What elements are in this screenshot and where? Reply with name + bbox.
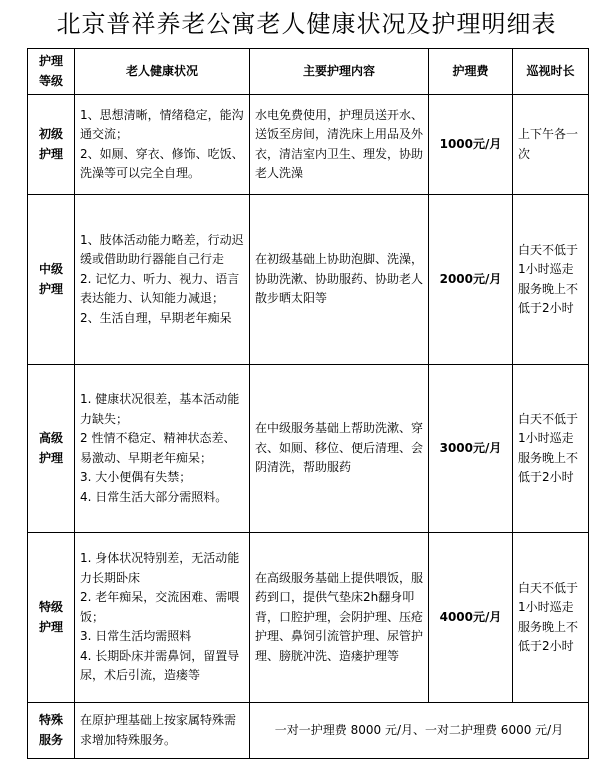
level-cell: 高级 护理 xyxy=(28,365,75,533)
care-cell: 在中级服务基础上帮助洗漱、穿衣、如厕、移位、便后清理、会阴清洗，帮助服药 xyxy=(250,365,429,533)
table-row xyxy=(28,365,589,533)
health-item: 4. 日常生活大部分需照料。 xyxy=(80,489,228,504)
fee-cell: 2000元/月 xyxy=(429,195,513,365)
care-cell: 在高级服务基础上提供喂饭，服药到口，提供气垫床2h翻身叩背，口腔护理，会阴护理、压疮护理、鼻饲引流管护理、尿管护理、膀胱冲洗、造瘘护理等 xyxy=(250,533,429,703)
level-cell: 中级 护理 xyxy=(28,195,75,365)
table-row xyxy=(28,533,589,703)
health-cell xyxy=(75,195,250,365)
visit-cell: 白天不低于1小时巡走服务晚上不低于2小时 xyxy=(513,365,589,533)
health-item: 2. 老年痴呆，交流困难、需喂饭； xyxy=(80,590,240,624)
table-row xyxy=(28,95,589,195)
care-cell: 在初级基础上协助泡脚、洗澡，协助洗漱、协助服药、协助老人散步晒太阳等 xyxy=(250,195,429,365)
header-fee: 护理费 xyxy=(429,49,513,95)
fee-cell: 3000元/月 xyxy=(429,365,513,533)
level-cell: 特级 护理 xyxy=(28,533,75,703)
care-cell: 水电免费使用，护理员送开水、送饭至房间，清洗床上用品及外衣，清洁室内卫生、理发，协助老人洗澡 xyxy=(250,95,429,195)
care-level-table xyxy=(27,48,589,759)
health-cell xyxy=(75,365,250,533)
health-item: 2、如厕、穿衣、修饰、吃饭、洗澡等可以完全自理。 xyxy=(80,146,244,180)
special-fee-cell: 一对一护理费 8000 元/月、一对二护理费 6000 元/月 xyxy=(250,703,589,759)
health-item: 1. 健康状况很差，基本活动能力缺失； xyxy=(80,392,240,426)
health-item: 4. 长期卧床并需鼻饲，留置导尿，术后引流，造瘘等 xyxy=(80,648,240,683)
header-care: 主要护理内容 xyxy=(250,49,429,95)
table-row xyxy=(28,195,589,365)
health-cell xyxy=(75,533,250,703)
fee-cell: 1000元/月 xyxy=(429,95,513,195)
visit-cell: 白天不低于1小时巡走服务晚上不低于2小时 xyxy=(513,195,589,365)
health-item: 3. 日常生活均需照料 xyxy=(80,629,192,644)
special-health-cell: 在原护理基础上按家属特殊需求增加特殊服务。 xyxy=(75,703,250,759)
health-cell xyxy=(75,95,250,195)
level-cell: 初级 护理 xyxy=(28,95,75,195)
health-item: 1、思想清晰，情绪稳定，能沟通交流； xyxy=(80,107,244,141)
document-title: 北京普祥养老公寓老人健康状况及护理明细表 xyxy=(56,10,557,38)
visit-cell: 白天不低于1小时巡走服务晚上不低于2小时 xyxy=(513,533,589,703)
fee-cell: 4000元/月 xyxy=(429,533,513,703)
level-cell: 特殊 服务 xyxy=(28,703,75,759)
special-row xyxy=(28,703,589,759)
header-row xyxy=(28,49,589,95)
header-level: 护理 等级 xyxy=(28,49,75,95)
health-item: 2. 记忆力、听力、视力、语言表达能力、认知能力减退； xyxy=(80,271,240,306)
visit-cell: 上下午各一次 xyxy=(513,95,589,195)
health-item: 2 性情不稳定、精神状态差、易激动、早期老年痴呆； xyxy=(80,431,236,465)
health-item: 1. 身体状况特别差，无活动能力长期卧床 xyxy=(80,551,240,585)
health-item: 3. 大小便偶有失禁； xyxy=(80,470,192,484)
health-item: 2、生活自理，早期老年痴呆 xyxy=(80,310,232,325)
header-visit: 巡视时长 xyxy=(513,49,589,95)
header-health: 老人健康状况 xyxy=(75,49,250,95)
health-item: 1、肢体活动能力略差，行动迟缓或借助助行器能自己行走 xyxy=(80,232,244,267)
